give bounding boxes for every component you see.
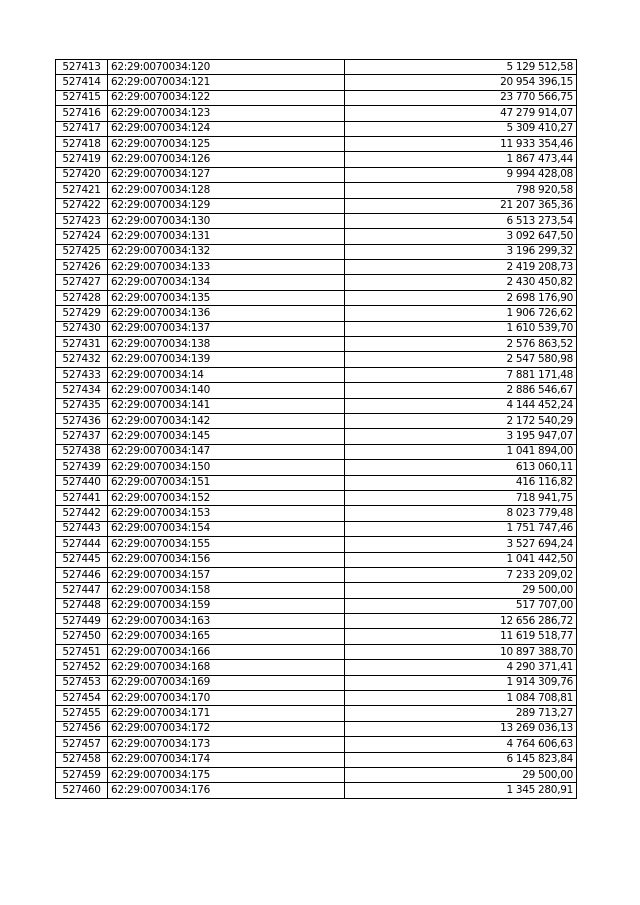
cadastral-value-cell: 11 933 354,46 — [345, 136, 577, 151]
cadastral-value-cell: 9 994 428,08 — [345, 167, 577, 182]
cadastral-value-table — [55, 59, 577, 799]
row-id-cell: 527414 — [56, 75, 108, 90]
cadastral-number-cell: 62:29:0070034:147 — [108, 444, 345, 459]
table-row — [56, 106, 577, 121]
cadastral-number-cell: 62:29:0070034:128 — [108, 183, 345, 198]
cadastral-number-cell: 62:29:0070034:134 — [108, 275, 345, 290]
table-row — [56, 567, 577, 582]
table-row — [56, 75, 577, 90]
cadastral-value-cell: 798 920,58 — [345, 183, 577, 198]
table-row — [56, 783, 577, 798]
table-row — [56, 275, 577, 290]
row-id-cell: 527456 — [56, 721, 108, 736]
cadastral-number-cell: 62:29:0070034:132 — [108, 244, 345, 259]
table-row — [56, 660, 577, 675]
cadastral-number-cell: 62:29:0070034:121 — [108, 75, 345, 90]
table-row — [56, 398, 577, 413]
table-row — [56, 444, 577, 459]
cadastral-number-cell: 62:29:0070034:169 — [108, 675, 345, 690]
cadastral-number-cell: 62:29:0070034:170 — [108, 691, 345, 706]
cadastral-value-cell: 5 309 410,27 — [345, 121, 577, 136]
row-id-cell: 527431 — [56, 337, 108, 352]
table-row — [56, 598, 577, 613]
table-row — [56, 167, 577, 182]
row-id-cell: 527424 — [56, 229, 108, 244]
cadastral-number-cell: 62:29:0070034:135 — [108, 290, 345, 305]
table-row — [56, 583, 577, 598]
row-id-cell: 527430 — [56, 321, 108, 336]
cadastral-value-cell: 12 656 286,72 — [345, 614, 577, 629]
cadastral-number-cell: 62:29:0070034:152 — [108, 490, 345, 505]
cadastral-value-cell: 7 233 209,02 — [345, 567, 577, 582]
cadastral-number-cell: 62:29:0070034:142 — [108, 413, 345, 428]
table-row — [56, 260, 577, 275]
cadastral-number-cell: 62:29:0070034:145 — [108, 429, 345, 444]
row-id-cell: 527413 — [56, 60, 108, 75]
table-row — [56, 306, 577, 321]
cadastral-number-cell: 62:29:0070034:136 — [108, 306, 345, 321]
cadastral-value-cell: 1 867 473,44 — [345, 152, 577, 167]
row-id-cell: 527417 — [56, 121, 108, 136]
row-id-cell: 527441 — [56, 490, 108, 505]
cadastral-number-cell: 62:29:0070034:126 — [108, 152, 345, 167]
cadastral-number-cell: 62:29:0070034:129 — [108, 198, 345, 213]
table-body — [56, 60, 577, 799]
row-id-cell: 527428 — [56, 290, 108, 305]
cadastral-value-cell: 20 954 396,15 — [345, 75, 577, 90]
cadastral-number-cell: 62:29:0070034:154 — [108, 521, 345, 536]
row-id-cell: 527422 — [56, 198, 108, 213]
cadastral-number-cell: 62:29:0070034:163 — [108, 614, 345, 629]
table-row — [56, 490, 577, 505]
row-id-cell: 527427 — [56, 275, 108, 290]
table-row — [56, 229, 577, 244]
cadastral-value-cell: 718 941,75 — [345, 490, 577, 505]
cadastral-number-cell: 62:29:0070034:165 — [108, 629, 345, 644]
cadastral-number-cell: 62:29:0070034:139 — [108, 352, 345, 367]
table-row — [56, 60, 577, 75]
table-row — [56, 337, 577, 352]
row-id-cell: 527449 — [56, 614, 108, 629]
row-id-cell: 527445 — [56, 552, 108, 567]
cadastral-value-cell: 1 041 894,00 — [345, 444, 577, 459]
cadastral-value-cell: 2 886 546,67 — [345, 383, 577, 398]
row-id-cell: 527418 — [56, 136, 108, 151]
table-row — [56, 752, 577, 767]
row-id-cell: 527419 — [56, 152, 108, 167]
cadastral-value-cell: 3 092 647,50 — [345, 229, 577, 244]
cadastral-number-cell: 62:29:0070034:171 — [108, 706, 345, 721]
cadastral-value-cell: 6 145 823,84 — [345, 752, 577, 767]
cadastral-number-cell: 62:29:0070034:140 — [108, 383, 345, 398]
cadastral-number-cell: 62:29:0070034:131 — [108, 229, 345, 244]
row-id-cell: 527416 — [56, 106, 108, 121]
cadastral-number-cell: 62:29:0070034:122 — [108, 90, 345, 105]
cadastral-value-cell: 2 172 540,29 — [345, 413, 577, 428]
cadastral-value-cell: 2 698 176,90 — [345, 290, 577, 305]
table-row — [56, 367, 577, 382]
row-id-cell: 527443 — [56, 521, 108, 536]
table-row — [56, 691, 577, 706]
cadastral-value-cell: 13 269 036,13 — [345, 721, 577, 736]
cadastral-number-cell: 62:29:0070034:158 — [108, 583, 345, 598]
row-id-cell: 527442 — [56, 506, 108, 521]
row-id-cell: 527460 — [56, 783, 108, 798]
cadastral-value-cell: 10 897 388,70 — [345, 644, 577, 659]
table-row — [56, 629, 577, 644]
row-id-cell: 527425 — [56, 244, 108, 259]
table-row — [56, 506, 577, 521]
table-row — [56, 644, 577, 659]
row-id-cell: 527455 — [56, 706, 108, 721]
cadastral-value-cell: 3 196 299,32 — [345, 244, 577, 259]
row-id-cell: 527450 — [56, 629, 108, 644]
row-id-cell: 527435 — [56, 398, 108, 413]
table-row — [56, 460, 577, 475]
row-id-cell: 527436 — [56, 413, 108, 428]
table-row — [56, 152, 577, 167]
cadastral-number-cell: 62:29:0070034:130 — [108, 213, 345, 228]
cadastral-number-cell: 62:29:0070034:166 — [108, 644, 345, 659]
row-id-cell: 527452 — [56, 660, 108, 675]
cadastral-number-cell: 62:29:0070034:173 — [108, 737, 345, 752]
cadastral-value-cell: 47 279 914,07 — [345, 106, 577, 121]
row-id-cell: 527434 — [56, 383, 108, 398]
table-row — [56, 90, 577, 105]
cadastral-value-cell: 1 914 309,76 — [345, 675, 577, 690]
cadastral-number-cell: 62:29:0070034:175 — [108, 767, 345, 782]
cadastral-value-cell: 2 430 450,82 — [345, 275, 577, 290]
table-row — [56, 552, 577, 567]
cadastral-value-cell: 1 610 539,70 — [345, 321, 577, 336]
cadastral-number-cell: 62:29:0070034:137 — [108, 321, 345, 336]
row-id-cell: 527432 — [56, 352, 108, 367]
cadastral-number-cell: 62:29:0070034:150 — [108, 460, 345, 475]
cadastral-number-cell: 62:29:0070034:120 — [108, 60, 345, 75]
cadastral-value-cell: 1 345 280,91 — [345, 783, 577, 798]
cadastral-value-cell: 4 290 371,41 — [345, 660, 577, 675]
cadastral-number-cell: 62:29:0070034:14 — [108, 367, 345, 382]
row-id-cell: 527421 — [56, 183, 108, 198]
table-row — [56, 614, 577, 629]
cadastral-value-cell: 5 129 512,58 — [345, 60, 577, 75]
row-id-cell: 527444 — [56, 537, 108, 552]
cadastral-value-cell: 29 500,00 — [345, 767, 577, 782]
table-row — [56, 213, 577, 228]
table-row — [56, 413, 577, 428]
cadastral-number-cell: 62:29:0070034:138 — [108, 337, 345, 352]
cadastral-number-cell: 62:29:0070034:123 — [108, 106, 345, 121]
cadastral-value-cell: 2 419 208,73 — [345, 260, 577, 275]
table-row — [56, 521, 577, 536]
row-id-cell: 527458 — [56, 752, 108, 767]
cadastral-value-cell: 289 713,27 — [345, 706, 577, 721]
table-row — [56, 721, 577, 736]
row-id-cell: 527439 — [56, 460, 108, 475]
cadastral-value-cell: 517 707,00 — [345, 598, 577, 613]
table-row — [56, 675, 577, 690]
cadastral-number-cell: 62:29:0070034:141 — [108, 398, 345, 413]
row-id-cell: 527415 — [56, 90, 108, 105]
table-row — [56, 183, 577, 198]
cadastral-value-cell: 8 023 779,48 — [345, 506, 577, 521]
cadastral-number-cell: 62:29:0070034:159 — [108, 598, 345, 613]
cadastral-number-cell: 62:29:0070034:172 — [108, 721, 345, 736]
cadastral-value-cell: 1 084 708,81 — [345, 691, 577, 706]
cadastral-number-cell: 62:29:0070034:151 — [108, 475, 345, 490]
table-row — [56, 537, 577, 552]
row-id-cell: 527459 — [56, 767, 108, 782]
cadastral-value-cell: 3 527 694,24 — [345, 537, 577, 552]
table-row — [56, 706, 577, 721]
cadastral-number-cell: 62:29:0070034:155 — [108, 537, 345, 552]
table-row — [56, 321, 577, 336]
row-id-cell: 527420 — [56, 167, 108, 182]
cadastral-value-cell: 1 041 442,50 — [345, 552, 577, 567]
cadastral-number-cell: 62:29:0070034:176 — [108, 783, 345, 798]
table-row — [56, 198, 577, 213]
cadastral-number-cell: 62:29:0070034:133 — [108, 260, 345, 275]
row-id-cell: 527454 — [56, 691, 108, 706]
row-id-cell: 527447 — [56, 583, 108, 598]
cadastral-value-cell: 4 144 452,24 — [345, 398, 577, 413]
row-id-cell: 527429 — [56, 306, 108, 321]
row-id-cell: 527438 — [56, 444, 108, 459]
cadastral-value-cell: 29 500,00 — [345, 583, 577, 598]
cadastral-value-cell: 1 906 726,62 — [345, 306, 577, 321]
cadastral-number-cell: 62:29:0070034:174 — [108, 752, 345, 767]
cadastral-value-cell: 416 116,82 — [345, 475, 577, 490]
row-id-cell: 527457 — [56, 737, 108, 752]
cadastral-number-cell: 62:29:0070034:124 — [108, 121, 345, 136]
table-row — [56, 475, 577, 490]
table-row — [56, 290, 577, 305]
cadastral-value-cell: 3 195 947,07 — [345, 429, 577, 444]
cadastral-value-cell: 2 576 863,52 — [345, 337, 577, 352]
cadastral-number-cell: 62:29:0070034:153 — [108, 506, 345, 521]
cadastral-value-cell: 2 547 580,98 — [345, 352, 577, 367]
table-row — [56, 352, 577, 367]
cadastral-number-cell: 62:29:0070034:125 — [108, 136, 345, 151]
cadastral-number-cell: 62:29:0070034:156 — [108, 552, 345, 567]
table-row — [56, 429, 577, 444]
row-id-cell: 527426 — [56, 260, 108, 275]
table-row — [56, 121, 577, 136]
cadastral-value-cell: 23 770 566,75 — [345, 90, 577, 105]
table-row — [56, 767, 577, 782]
table-row — [56, 383, 577, 398]
cadastral-value-cell: 21 207 365,36 — [345, 198, 577, 213]
row-id-cell: 527440 — [56, 475, 108, 490]
row-id-cell: 527433 — [56, 367, 108, 382]
cadastral-value-cell: 4 764 606,63 — [345, 737, 577, 752]
cadastral-number-cell: 62:29:0070034:168 — [108, 660, 345, 675]
cadastral-value-cell: 6 513 273,54 — [345, 213, 577, 228]
cadastral-value-cell: 7 881 171,48 — [345, 367, 577, 382]
row-id-cell: 527437 — [56, 429, 108, 444]
table-row — [56, 244, 577, 259]
table-row — [56, 737, 577, 752]
row-id-cell: 527423 — [56, 213, 108, 228]
table-row — [56, 136, 577, 151]
row-id-cell: 527446 — [56, 567, 108, 582]
cadastral-number-cell: 62:29:0070034:127 — [108, 167, 345, 182]
row-id-cell: 527448 — [56, 598, 108, 613]
cadastral-value-cell: 613 060,11 — [345, 460, 577, 475]
row-id-cell: 527453 — [56, 675, 108, 690]
cadastral-value-cell: 1 751 747,46 — [345, 521, 577, 536]
cadastral-value-cell: 11 619 518,77 — [345, 629, 577, 644]
cadastral-number-cell: 62:29:0070034:157 — [108, 567, 345, 582]
row-id-cell: 527451 — [56, 644, 108, 659]
